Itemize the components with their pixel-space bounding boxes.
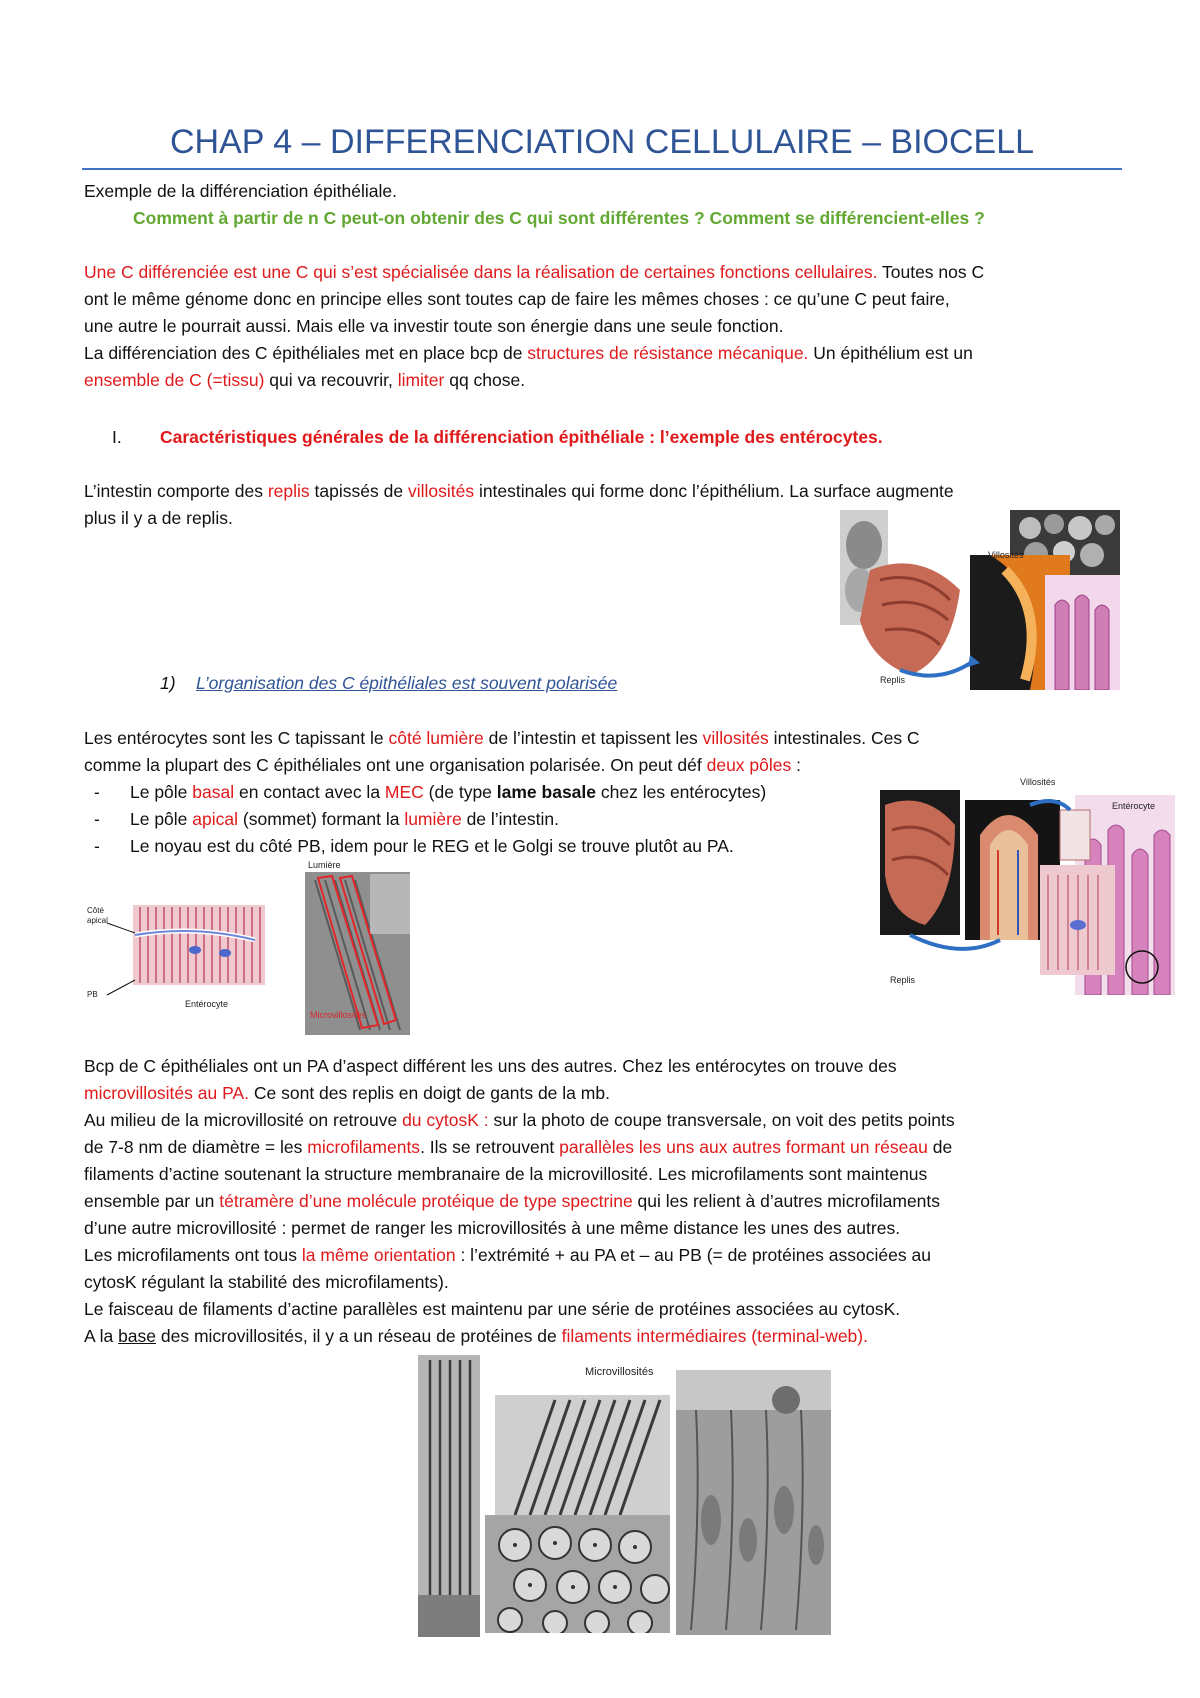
text: Au milieu de la microvillosité on retrouve (84, 1110, 403, 1130)
svg-text:PB: PB (87, 990, 98, 999)
text: L’intestin comporte des (84, 481, 268, 501)
figure-caption: Entérocyte (1112, 801, 1156, 811)
section-heading: Caractéristiques générales de la différenciation épithéliale : l’exemple des entérocytes. (160, 427, 883, 447)
svg-text:apical: apical (87, 916, 108, 925)
def-highlight: structures de résistance mécanique. (527, 343, 809, 363)
microvillus-longitudinal-em (418, 1355, 480, 1637)
micro-line-5: filaments d’actine soutenant la structure membranaire de la microvillosité. Les microfilaments sont maintenus (84, 1164, 928, 1184)
text: de l’intestin et tapissent les (483, 728, 703, 748)
text: Ce sont des replis en doigt de gants de la mb. (249, 1083, 610, 1103)
def-highlight: limiter (397, 370, 445, 390)
highlight: MEC (384, 782, 424, 802)
def-line-1 (84, 259, 1124, 286)
highlight: villosités (407, 481, 475, 501)
intestin-line-1 (84, 478, 1124, 505)
intestin-line-2: plus il y a de replis. (84, 508, 233, 528)
micro-line-11 (84, 1323, 1124, 1350)
figure-caption: Entérocyte (185, 999, 229, 1009)
enterocyte-section-illustration (85, 895, 270, 1025)
def-highlight: Une C différenciée est une C qui s’est spécialisée dans la réalisation de certaines fonctions cellulaires. (84, 262, 878, 282)
definition-paragraph (84, 259, 1124, 394)
highlight: la même orientation (301, 1245, 456, 1265)
figure-caption: Villosités (1020, 777, 1056, 787)
microvilli-paragraph (84, 1053, 1124, 1350)
highlight: côté lumière (388, 728, 484, 748)
text: ensemble par un (84, 1191, 220, 1211)
text: Le noyau est du côté PB, idem pour le REG et le Golgi se trouve plutôt au PA. (130, 836, 734, 856)
highlight: lumière (404, 809, 462, 829)
highlight: replis (267, 481, 310, 501)
def-line-4 (84, 340, 1124, 367)
micro-line-3 (84, 1107, 1124, 1134)
text: comme la plupart des C épithéliales ont une organisation polarisée. On peut déf (84, 755, 707, 775)
text: Le pôle (130, 809, 193, 829)
underlined-text: base (118, 1326, 157, 1346)
bold-text: lame basale (496, 782, 597, 802)
def-text: Un épithélium est un (808, 343, 973, 363)
microvilli-cross-section-em (485, 1365, 670, 1633)
highlight: basal (192, 782, 235, 802)
text: intestinales qui forme donc l’épithélium. La surface augmente (474, 481, 954, 501)
micro-line-2 (84, 1080, 1124, 1107)
def-text: qq chose. (444, 370, 526, 390)
text: intestinales. Ces C (768, 728, 920, 748)
figure-caption: Microvillosités (585, 1366, 654, 1378)
text: sur la photo de coupe transversale, on voit des petits points (488, 1110, 955, 1130)
text: : l’extrémité + au PA et – au PB (= de protéines associées au (455, 1245, 931, 1265)
microvilli-em-illustration (300, 860, 415, 1035)
title-underline (82, 168, 1122, 170)
text: A la (84, 1326, 119, 1346)
highlight: deux pôles (706, 755, 792, 775)
micro-line-7: d’une autre microvillosité : permet de ranger les microvillosités à une même distance les unes des autres. (84, 1218, 901, 1238)
entero-line-1 (84, 725, 1124, 752)
figure-villus-enterocyte (880, 775, 1175, 995)
def-highlight: ensemble de C (=tissu) (84, 370, 265, 390)
figure-caption: Villosités (988, 550, 1024, 560)
subsection-number: 1) (160, 673, 176, 693)
intro-block (84, 178, 1124, 232)
highlight: parallèles les uns aux autres formant un réseau (559, 1137, 928, 1157)
highlight: filaments intermédiaires (terminal-web). (561, 1326, 868, 1346)
micro-line-6 (84, 1188, 1124, 1215)
figure-caption: Replis (890, 975, 916, 985)
micro-line-10: Le faisceau de filaments d’actine parallèles est maintenu par une série de protéines associées au cytosK. (84, 1299, 901, 1319)
highlight: tétramère d’une molécule protéique de type spectrine (219, 1191, 633, 1211)
intro-question: Comment à partir de n C peut-on obtenir des C qui sont différentes ? Comment se différencient-elles ? (133, 208, 985, 228)
def-line-3: une autre le pourrait aussi. Mais elle va investir toute son énergie dans une seule fonction. (84, 316, 784, 336)
highlight: du cytosK : (402, 1110, 489, 1130)
text: tapissés de (309, 481, 408, 501)
def-line-2: ont le même génome donc en principe elles sont toutes cap de faire les mêmes choses : ce qu’une C peut faire, (84, 289, 950, 309)
figure-enterocyte-section (85, 895, 270, 1025)
figure-enterocyte-em (676, 1370, 831, 1635)
text: . Ils se retrouvent (420, 1137, 560, 1157)
text: (de type (423, 782, 497, 802)
def-text: qui va recouvrir, (264, 370, 398, 390)
intro-example: Exemple de la différenciation épithéliale. (84, 181, 397, 201)
figure-intestinal-folds (840, 510, 1120, 690)
figure-microvillus-longitudinal (418, 1355, 480, 1637)
text: Les microfilaments ont tous (84, 1245, 302, 1265)
intestinal-folds-illustration (840, 510, 1120, 690)
micro-line-8 (84, 1242, 1124, 1269)
text: Le pôle (130, 782, 193, 802)
figure-microvilli-em (300, 860, 415, 1035)
def-line-5 (84, 367, 1124, 394)
highlight: villosités (702, 728, 769, 748)
text: en contact avec la (234, 782, 385, 802)
text: qui les relient à d’autres microfilaments (632, 1191, 941, 1211)
highlight: apical (192, 809, 239, 829)
def-text: La différenciation des C épithéliales met en place bcp de (84, 343, 528, 363)
figure-caption: Microvillosités (310, 1010, 367, 1020)
def-text: Toutes nos C (877, 262, 985, 282)
text: de (927, 1137, 953, 1157)
text: : (791, 755, 801, 775)
svg-text:Côté: Côté (87, 906, 104, 915)
text: de 7-8 nm de diamètre = les (84, 1137, 308, 1157)
text: des microvillosités, il y a un réseau de protéines de (156, 1326, 562, 1346)
subsection-heading: L’organisation des C épithéliales est souvent polarisée (196, 673, 618, 693)
bullet-dash: - (94, 836, 100, 856)
figure-microvilli-cross-section (485, 1365, 670, 1633)
text: Les entérocytes sont les C tapissant le (84, 728, 389, 748)
micro-line-9: cytosK régulant la stabilité des microfilaments). (84, 1272, 449, 1292)
figure-caption: Replis (880, 675, 906, 685)
bullet-dash: - (94, 782, 100, 802)
page-title: CHAP 4 – DIFFERENCIATION CELLULAIRE – BIOCELL (169, 123, 1035, 161)
enterocyte-em (676, 1370, 831, 1635)
text: (sommet) formant la (238, 809, 405, 829)
text: chez les entérocytes) (596, 782, 767, 802)
micro-line-4 (84, 1134, 1124, 1161)
micro-line-1: Bcp de C épithéliales ont un PA d’aspect différent les uns des autres. Chez les entérocytes on trouve des (84, 1056, 897, 1076)
highlight: microfilaments (307, 1137, 421, 1157)
text: de l’intestin. (461, 809, 559, 829)
section-number: I. (112, 427, 122, 447)
bullet-dash: - (94, 809, 100, 829)
highlight: microvillosités au PA. (84, 1083, 250, 1103)
figure-caption: Lumière (308, 860, 341, 870)
